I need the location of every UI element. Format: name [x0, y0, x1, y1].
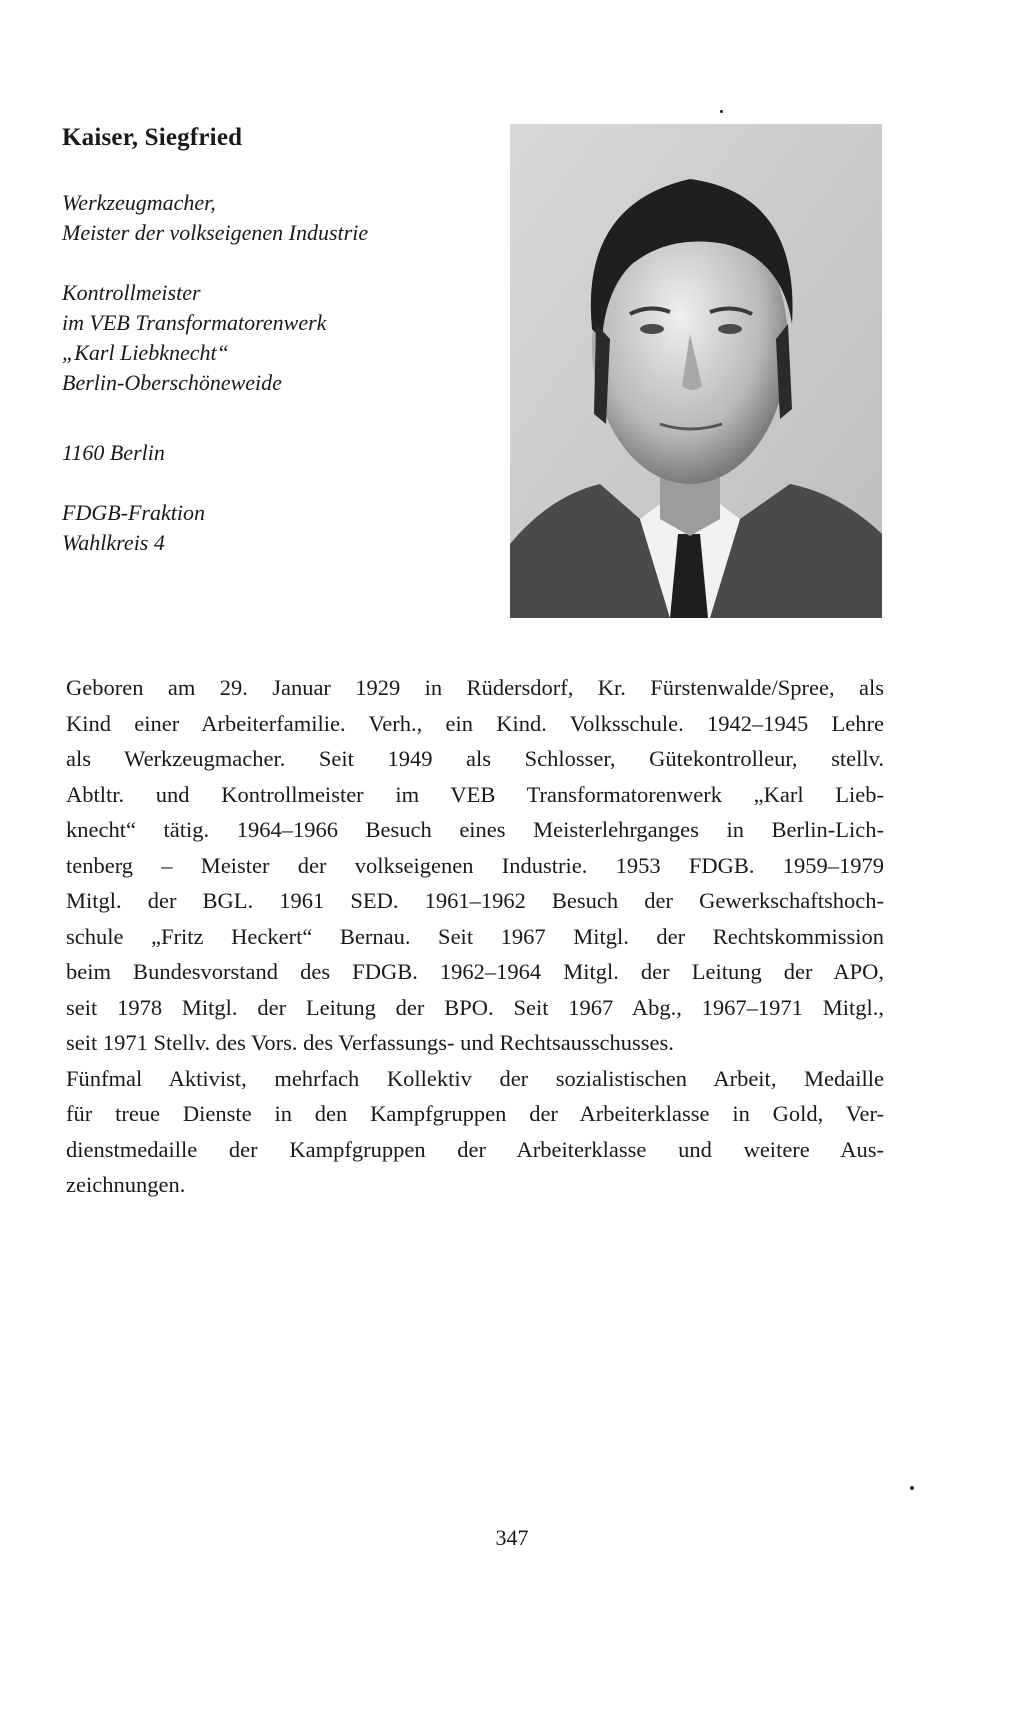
biography-line: zeichnungen. [66, 1172, 186, 1197]
position-line: „Karl Liebknecht“ [62, 340, 229, 365]
biography-line: beim Bundesvorstand des FDGB. 1962–1964 Mitgl. der Leitung der APO, [66, 959, 884, 984]
page-number: 347 [495, 1525, 529, 1550]
position-line: Kontrollmeister [62, 280, 201, 305]
faction-block [62, 498, 205, 558]
biography-line: tenberg – Meister der volkseigenen Industrie. 1953 FDGB. 1959–1979 [66, 852, 884, 878]
biography-line: Abtltr. und Kontrollmeister im VEB Transformatorenwerk „Karl Lieb- [66, 781, 884, 807]
biography-line: Kind einer Arbeiterfamilie. Verh., ein Kind. Volksschule. 1942–1945 Lehre [66, 710, 884, 736]
faction-line: FDGB-Fraktion [62, 500, 205, 525]
biography-line: Fünfmal Aktivist, mehrfach Kollektiv der sozialistischen Arbeit, Medaille [66, 1065, 884, 1091]
biography-line: Geboren am 29. Januar 1929 in Rüdersdorf, Kr. Fürstenwalde/Spree, als [66, 675, 884, 700]
biography-line: für treue Dienste in den Kampfgruppen der Arbeiterklasse in Gold, Ver- [66, 1101, 884, 1126]
biography-line: knecht“ tätig. 1964–1966 Besuch eines Meisterlehrganges in Berlin-Lich- [66, 817, 884, 842]
profession-line: Meister der volkseigenen Industrie [62, 220, 369, 245]
biography-line: schule „Fritz Heckert“ Bernau. Seit 1967 Mitgl. der Rechtskommission [66, 923, 884, 949]
portrait-photo [510, 124, 882, 618]
biography-line: seit 1971 Stellv. des Vors. des Verfassungs- und Rechtsausschusses. [66, 1030, 674, 1055]
biography-line: Mitgl. der BGL. 1961 SED. 1961–1962 Besuch der Gewerkschaftshoch- [66, 888, 884, 913]
position-block [62, 278, 326, 398]
biography-line: dienstmedaille der Kampfgruppen der Arbeiterklasse und weitere Aus- [66, 1136, 884, 1162]
speck [910, 1486, 914, 1490]
faction-line: Wahlkreis 4 [62, 530, 165, 555]
biography-line: seit 1978 Mitgl. der Leitung der BPO. Seit 1967 Abg., 1967–1971 Mitgl., [66, 994, 884, 1020]
entry-name: Kaiser, Siegfried [62, 124, 243, 151]
position-line: im VEB Transformatorenwerk [62, 310, 327, 335]
residence-block [62, 438, 165, 468]
biography-text [66, 670, 884, 1203]
speck [720, 110, 723, 113]
residence-line: 1160 Berlin [62, 440, 165, 465]
biography-line: als Werkzeugmacher. Seit 1949 als Schlosser, Gütekontrolleur, stellv. [66, 746, 884, 771]
position-line: Berlin-Oberschöneweide [62, 370, 282, 395]
profession-line: Werkzeugmacher, [62, 190, 216, 215]
profession-block [62, 188, 368, 248]
